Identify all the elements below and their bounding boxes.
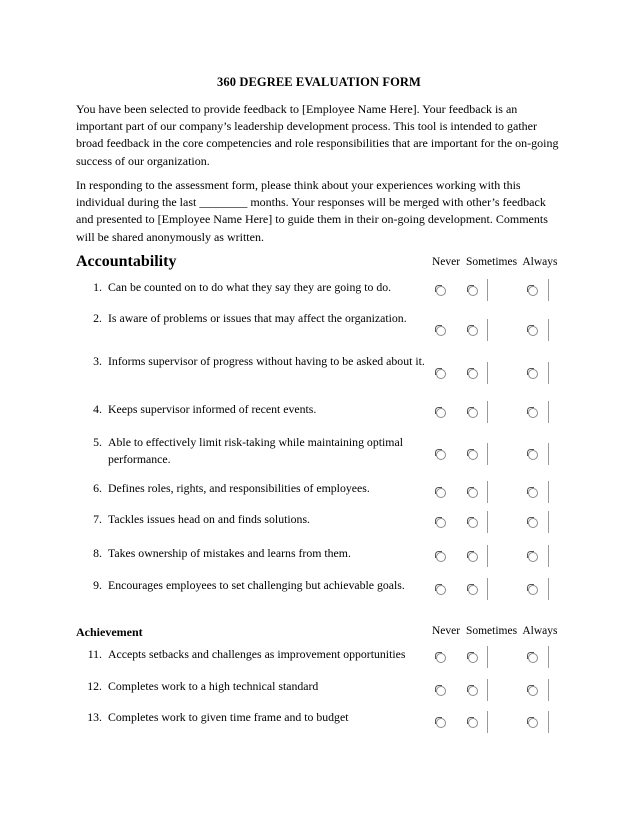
column-divider bbox=[487, 319, 488, 341]
radio-never[interactable] bbox=[436, 326, 446, 336]
question-text: Takes ownership of mistakes and learns from them. bbox=[108, 546, 351, 560]
radio-never[interactable] bbox=[436, 488, 446, 498]
rating-options bbox=[430, 513, 555, 533]
radio-sometimes[interactable] bbox=[468, 408, 478, 418]
radio-sometimes[interactable] bbox=[468, 686, 478, 696]
rating-scale-header bbox=[432, 256, 560, 268]
question-number: 3. bbox=[93, 354, 102, 368]
section-title-accountability: Accountability bbox=[76, 253, 177, 270]
radio-sometimes[interactable] bbox=[468, 488, 478, 498]
question-text: Encourages employees to set challenging but achievable goals. bbox=[108, 578, 405, 592]
section-title-achievement: Achievement bbox=[76, 625, 143, 639]
radio-sometimes[interactable] bbox=[468, 326, 478, 336]
column-divider bbox=[487, 401, 488, 423]
question-number: 13. bbox=[87, 710, 102, 724]
intro-paragraph-1: You have been selected to provide feedback to [Employee Name Here]. Your feedback is an important part of our company’s leadership development process. This tool is intended to gather broad feedback in the core competencies and role responsibilities that are important for the on-going success of our organization. bbox=[76, 102, 559, 168]
radio-never[interactable] bbox=[436, 718, 446, 728]
radio-sometimes[interactable] bbox=[468, 718, 478, 728]
question-number: 6. bbox=[93, 481, 102, 495]
radio-always[interactable] bbox=[528, 369, 538, 379]
question-text: Completes work to a high technical standard bbox=[108, 679, 319, 693]
question-number: 7. bbox=[93, 512, 102, 526]
rating-scale-header bbox=[432, 625, 560, 637]
column-divider bbox=[548, 646, 549, 668]
rating-options bbox=[430, 681, 555, 701]
rating-options bbox=[430, 364, 555, 384]
question-number: 12. bbox=[87, 679, 102, 693]
radio-never[interactable] bbox=[436, 686, 446, 696]
column-divider bbox=[548, 481, 549, 503]
question-text: Defines roles, rights, and responsibilities of employees. bbox=[108, 481, 370, 495]
question-text: Informs supervisor of progress without having to be asked about it. bbox=[108, 354, 425, 368]
column-divider bbox=[548, 443, 549, 465]
radio-sometimes[interactable] bbox=[468, 585, 478, 595]
column-divider bbox=[487, 578, 488, 600]
radio-never[interactable] bbox=[436, 286, 446, 296]
question-text: Tackles issues head on and finds solutions. bbox=[108, 512, 310, 526]
question-text: Is aware of problems or issues that may affect the organization. bbox=[108, 311, 407, 325]
column-divider bbox=[487, 481, 488, 503]
scale-label-sometimes: Sometimes bbox=[465, 256, 518, 268]
column-divider bbox=[487, 646, 488, 668]
question-text: Can be counted on to do what they say they are going to do. bbox=[108, 280, 392, 294]
column-divider bbox=[487, 679, 488, 701]
radio-never[interactable] bbox=[436, 653, 446, 663]
scale-label-always: Always bbox=[522, 256, 558, 268]
radio-always[interactable] bbox=[528, 552, 538, 562]
question-number: 2. bbox=[93, 311, 102, 325]
column-divider bbox=[548, 319, 549, 341]
column-divider bbox=[548, 362, 549, 384]
scale-label-always: Always bbox=[522, 625, 558, 637]
radio-always[interactable] bbox=[528, 488, 538, 498]
rating-options bbox=[430, 445, 555, 465]
rating-options bbox=[430, 580, 555, 600]
column-divider bbox=[487, 362, 488, 384]
radio-sometimes[interactable] bbox=[468, 552, 478, 562]
rating-options bbox=[430, 403, 555, 423]
rating-options bbox=[430, 483, 555, 503]
column-divider bbox=[548, 545, 549, 567]
radio-never[interactable] bbox=[436, 552, 446, 562]
question-number: 5. bbox=[93, 435, 102, 449]
question-number: 9. bbox=[93, 578, 102, 592]
question-number: 11. bbox=[87, 647, 102, 661]
intro-paragraph-2: In responding to the assessment form, please think about your experiences working with this individual during the last ________ months. Your responses will be merged with other’s feedback and presented to [Employee Name Here] to guide them in their on-going development. Comments will be shared anonymously as written. bbox=[76, 178, 548, 244]
column-divider bbox=[548, 711, 549, 733]
radio-always[interactable] bbox=[528, 286, 538, 296]
radio-always[interactable] bbox=[528, 326, 538, 336]
scale-label-sometimes: Sometimes bbox=[465, 625, 518, 637]
radio-never[interactable] bbox=[436, 369, 446, 379]
question-number: 1. bbox=[93, 280, 102, 294]
radio-sometimes[interactable] bbox=[468, 286, 478, 296]
radio-always[interactable] bbox=[528, 653, 538, 663]
form-title: 360 DEGREE EVALUATION FORM bbox=[217, 75, 421, 89]
radio-sometimes[interactable] bbox=[468, 653, 478, 663]
rating-options bbox=[430, 547, 555, 567]
rating-options bbox=[430, 648, 555, 668]
radio-never[interactable] bbox=[436, 408, 446, 418]
rating-options bbox=[430, 713, 555, 733]
radio-sometimes[interactable] bbox=[468, 518, 478, 528]
radio-never[interactable] bbox=[436, 585, 446, 595]
question-text: Accepts setbacks and challenges as improvement opportunities bbox=[108, 647, 406, 661]
question-text: Completes work to given time frame and to budget bbox=[108, 710, 349, 724]
column-divider bbox=[548, 679, 549, 701]
column-divider bbox=[487, 711, 488, 733]
question-number: 4. bbox=[93, 402, 102, 416]
radio-never[interactable] bbox=[436, 450, 446, 460]
question-text: Keeps supervisor informed of recent events. bbox=[108, 402, 317, 416]
column-divider bbox=[487, 545, 488, 567]
question-number: 8. bbox=[93, 546, 102, 560]
radio-always[interactable] bbox=[528, 718, 538, 728]
radio-always[interactable] bbox=[528, 450, 538, 460]
radio-sometimes[interactable] bbox=[468, 369, 478, 379]
column-divider bbox=[487, 511, 488, 533]
radio-always[interactable] bbox=[528, 518, 538, 528]
column-divider bbox=[548, 578, 549, 600]
radio-always[interactable] bbox=[528, 585, 538, 595]
radio-always[interactable] bbox=[528, 686, 538, 696]
column-divider bbox=[548, 401, 549, 423]
column-divider bbox=[548, 279, 549, 301]
radio-sometimes[interactable] bbox=[468, 450, 478, 460]
scale-label-never: Never bbox=[432, 256, 461, 268]
radio-always[interactable] bbox=[528, 408, 538, 418]
rating-options bbox=[430, 321, 555, 341]
scale-label-never: Never bbox=[432, 625, 461, 637]
radio-never[interactable] bbox=[436, 518, 446, 528]
column-divider bbox=[548, 511, 549, 533]
rating-options bbox=[430, 281, 555, 301]
column-divider bbox=[487, 279, 488, 301]
question-text: Able to effectively limit risk-taking while maintaining optimal performance. bbox=[108, 435, 403, 466]
column-divider bbox=[487, 443, 488, 465]
